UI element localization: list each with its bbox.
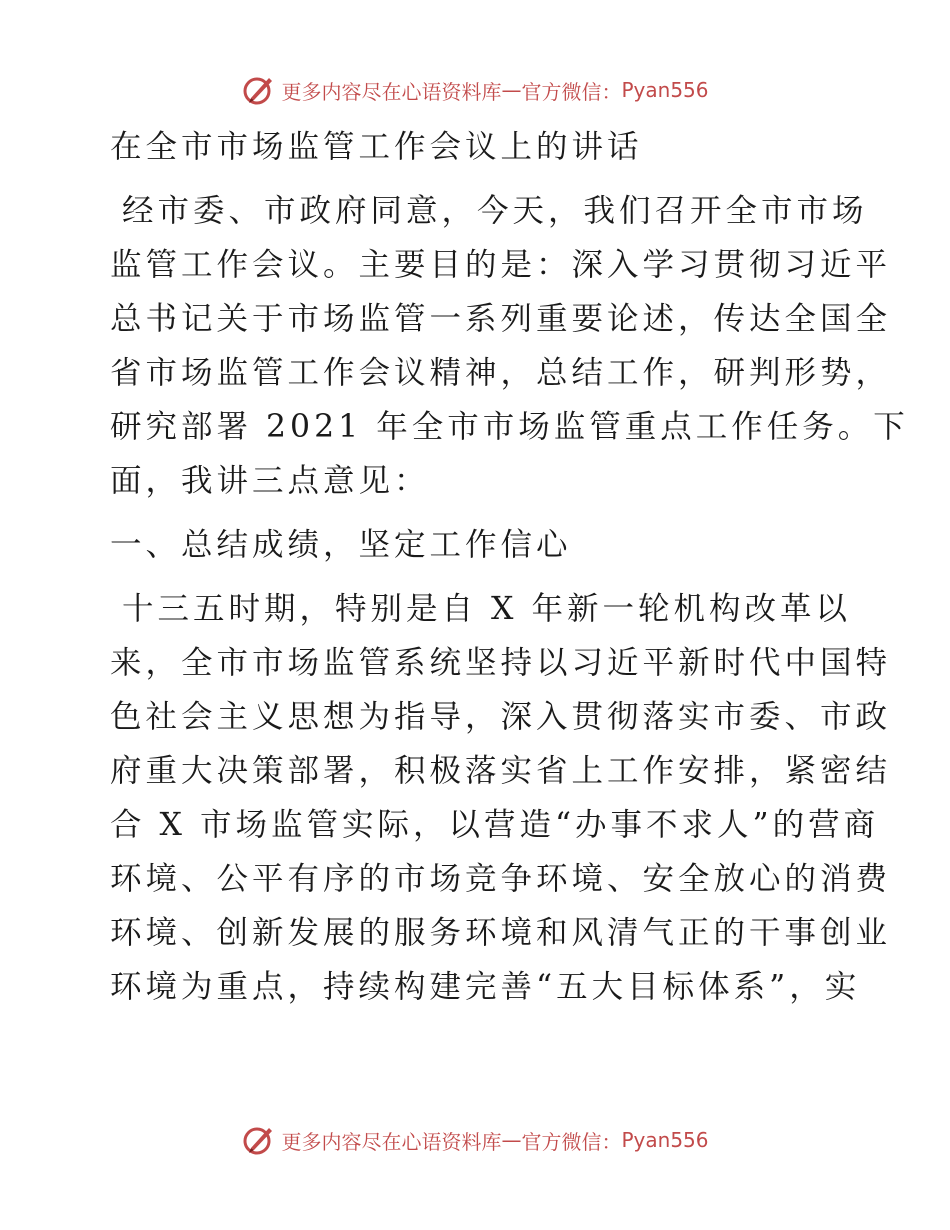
paragraph-summary: [98, 582, 892, 1014]
pen-logo-icon: [241, 1122, 277, 1158]
text-line: 省市场监管工作会议精神，总结工作，研判形势，: [110, 355, 892, 391]
text-line: 色社会主义思想为指导，深入贯彻落实市委、市政: [110, 699, 892, 735]
watermark-footer: [0, 1118, 950, 1162]
text-line: 研究部署 2021 年全市市场监管重点工作任务。下: [110, 409, 909, 445]
text-line: 环境为重点，持续构建完善“五大目标体系”，实: [110, 969, 861, 1005]
watermark-wechat-id: Pyan556: [621, 78, 709, 102]
text-line: 府重大决策部署，积极落实省上工作安排，紧密结: [110, 753, 892, 789]
text-line: 合 X 市场监管实际，以营造“办事不求人”的营商: [110, 807, 880, 843]
watermark-text: 更多内容尽在心语资料库: [281, 1129, 502, 1154]
section-heading: 一、总结成绩，坚定工作信心: [110, 527, 572, 563]
paragraph-intro: [98, 184, 909, 508]
watermark-wechat-label: 官方微信：: [521, 79, 622, 104]
text-line: 面，我讲三点意见：: [110, 463, 430, 499]
text-line: 来，全市市场监管系统坚持以习近平新时代中国特: [110, 645, 892, 681]
watermark-wechat-id: Pyan556: [621, 1128, 709, 1152]
text-line: 经市委、市政府同意，今天，我们召开全市市场: [122, 193, 868, 229]
pen-logo-icon: [241, 72, 277, 108]
document-body: [98, 120, 909, 1024]
watermark-dash: —: [501, 78, 522, 102]
watermark-header: [0, 68, 950, 112]
text-line: 监管工作会议。主要目的是：深入学习贯彻习近平: [110, 247, 892, 283]
text-line: 环境、公平有序的市场竞争环境、安全放心的消费: [110, 861, 892, 897]
text-line: 总书记关于市场监管一系列重要论述，传达全国全: [110, 301, 892, 337]
text-line: 十三五时期，特别是自 X 年新一轮机构改革以: [122, 591, 851, 627]
document-title: 在全市市场监管工作会议上的讲话: [110, 129, 643, 165]
watermark-wechat-label: 官方微信：: [521, 1129, 622, 1154]
text-line: 环境、创新发展的服务环境和风清气正的干事创业: [110, 915, 892, 951]
watermark-dash: —: [501, 1128, 522, 1152]
watermark-text: 更多内容尽在心语资料库: [281, 79, 502, 104]
